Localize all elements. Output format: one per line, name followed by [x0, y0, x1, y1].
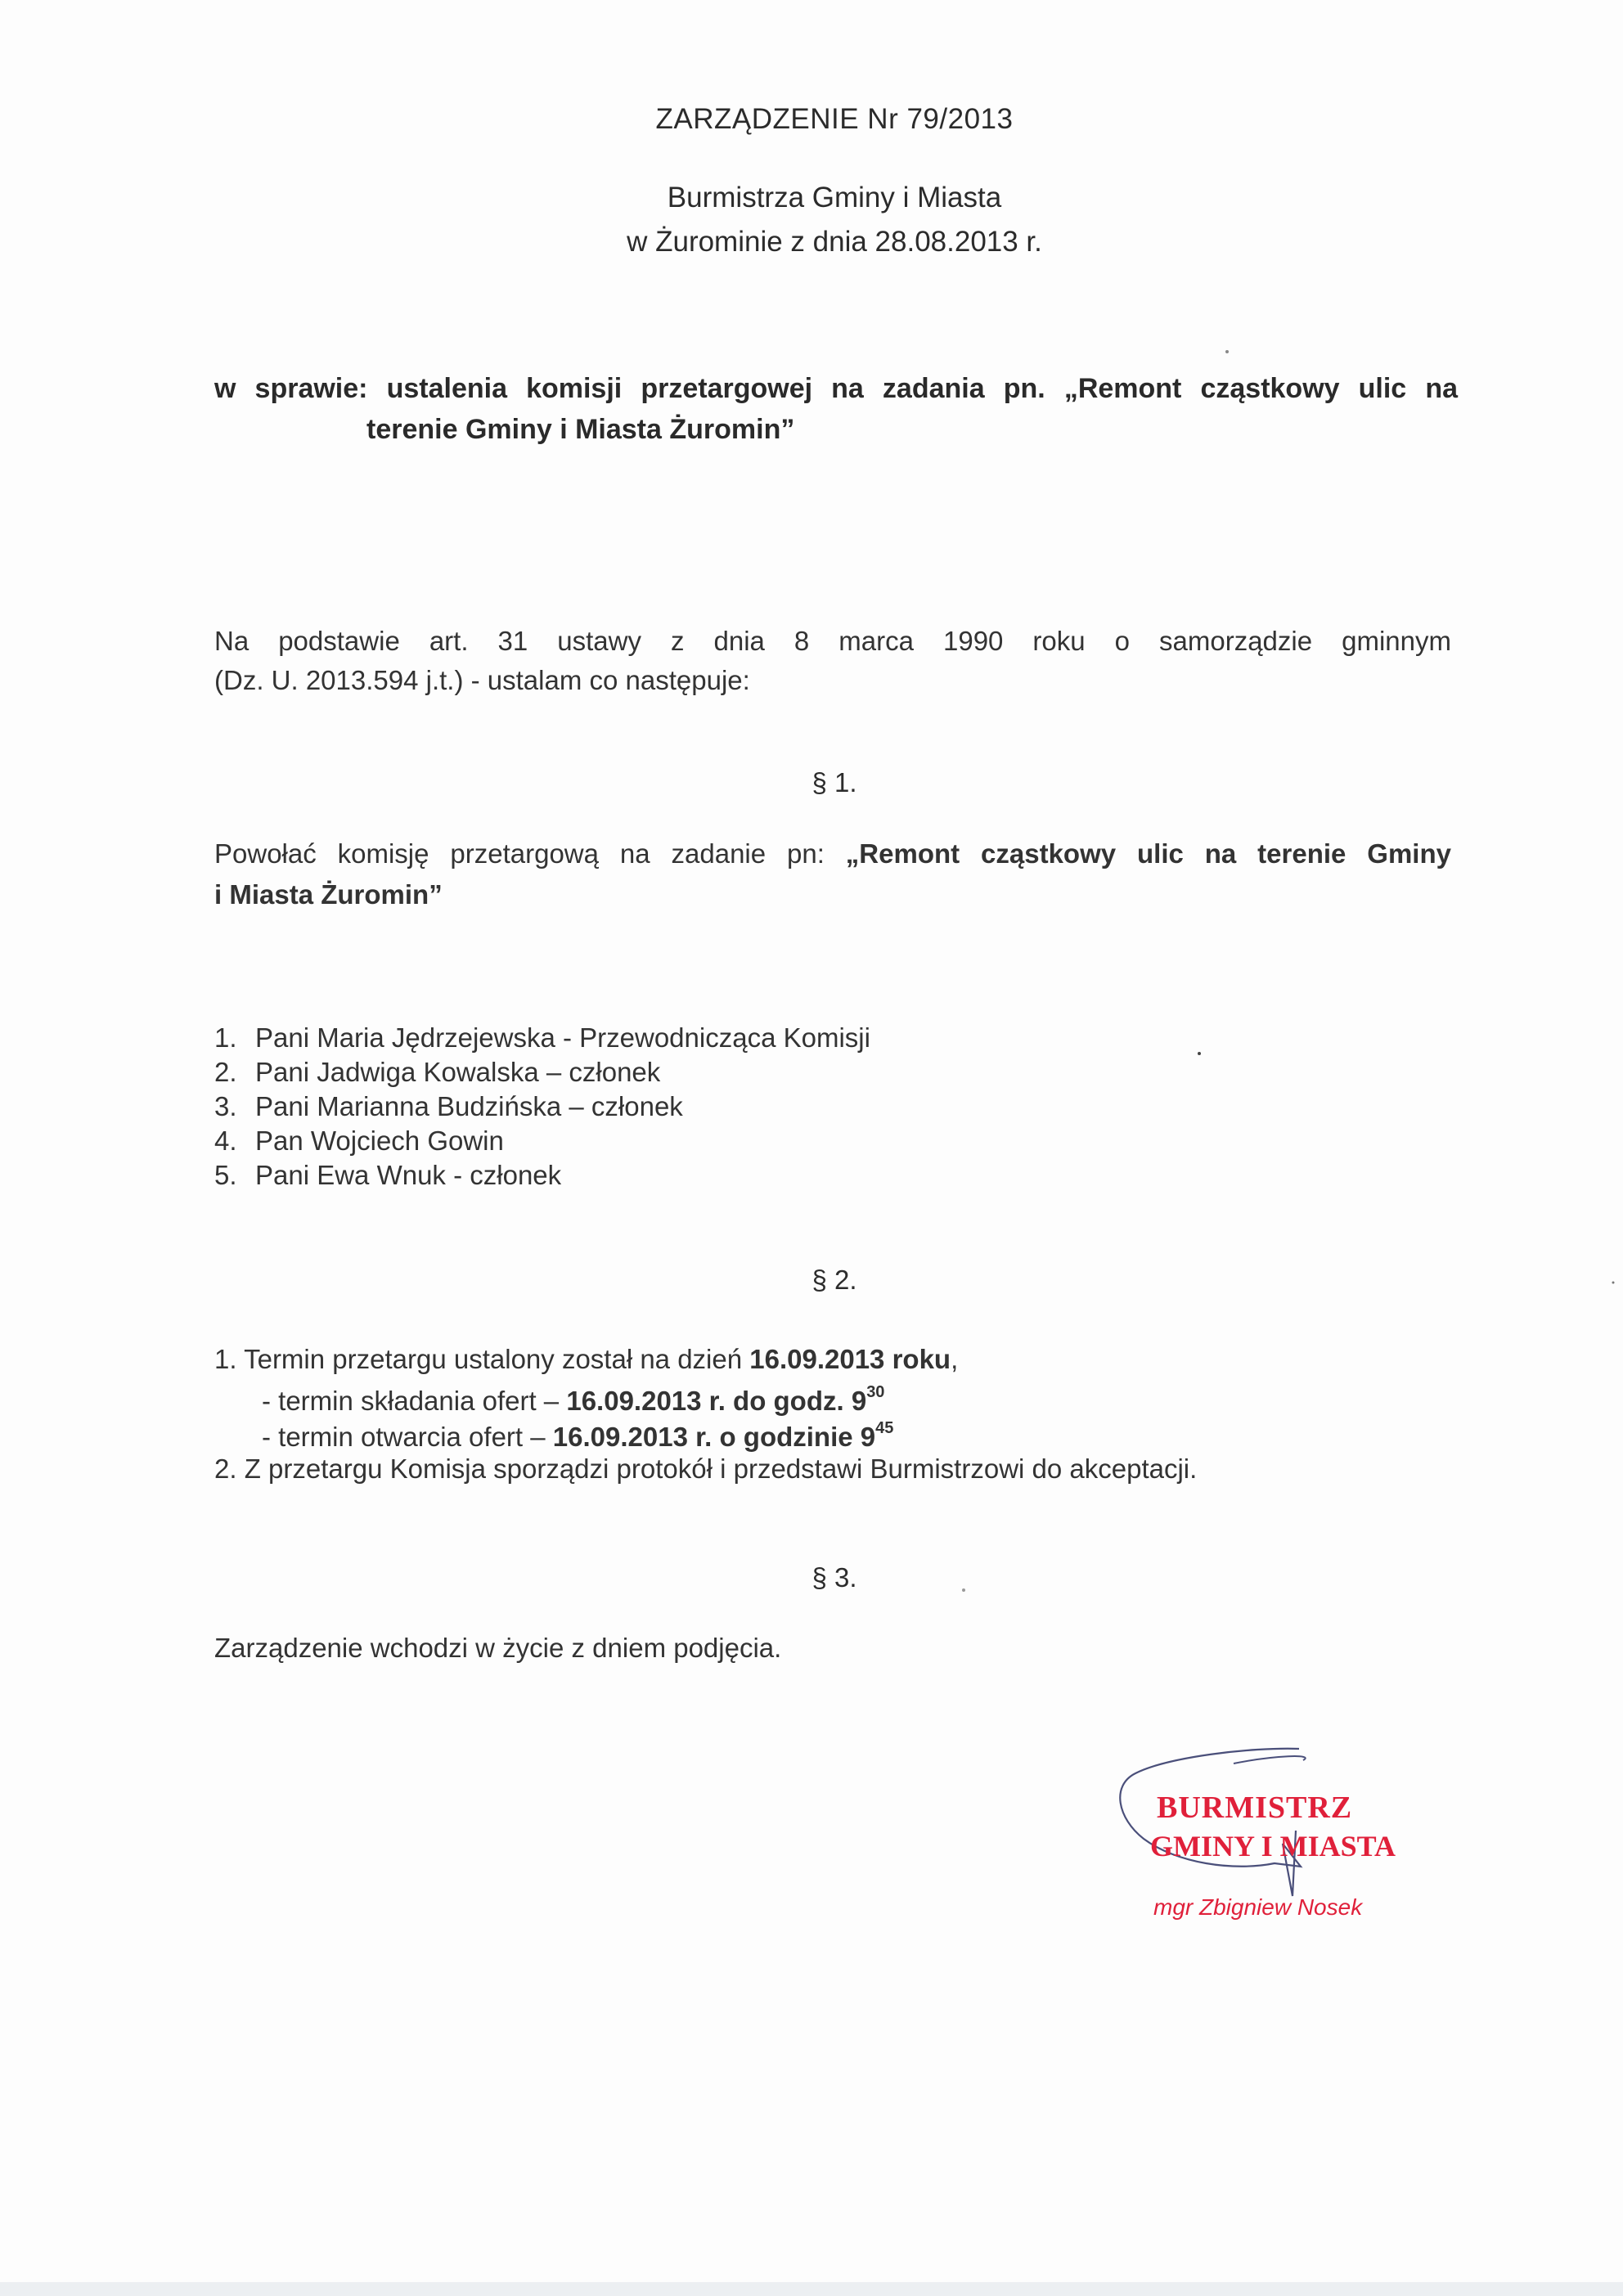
section-1-heading: § 1.: [812, 767, 857, 798]
issuer-line-1: Burmistrza Gminy i Miasta: [667, 182, 1002, 213]
member-name: Pani Marianna Budzińska – członek: [255, 1091, 683, 1121]
document-title: ZARZĄDZENIE Nr 79/2013: [655, 103, 1014, 135]
list-item: 5. Pani Ewa Wnuk - członek: [214, 1160, 562, 1190]
list-item: 2. Pani Jadwiga Kowalska – członek: [214, 1057, 661, 1087]
list-item: 1. Pani Maria Jędrzejewska - Przewodnicząca Komisji: [214, 1022, 870, 1053]
stamp-title: BURMISTRZ: [1157, 1791, 1353, 1825]
section-1-text-prefix: Powołać komisję przetargową na zadanie pn:: [214, 838, 846, 869]
subject-line-1: w sprawie: ustalenia komisji przetargowej na zadania pn. „Remont cząstkowy ulic na: [214, 373, 1458, 404]
list-item: 4. Pan Wojciech Gowin: [214, 1126, 504, 1156]
section-1-task-name-cont: i Miasta Żuromin”: [214, 879, 443, 910]
tender-date: 16.09.2013 roku: [749, 1344, 951, 1374]
member-name: Pani Maria Jędrzejewska - Przewodnicząca Komisji: [255, 1022, 870, 1053]
member-name: Pani Jadwiga Kowalska – członek: [255, 1057, 661, 1087]
list-item: 3. Pani Marianna Budzińska – członek: [214, 1091, 683, 1121]
section-1-task-name: „Remont cząstkowy ulic na terenie Gminy: [845, 838, 1451, 869]
member-name: Pan Wojciech Gowin: [255, 1126, 504, 1156]
offer-opening-term: - termin otwarcia ofert – 16.09.2013 r. o godzinie $9^{45}$: [262, 1419, 894, 1452]
stamp-name: mgr Zbigniew Nosek: [1153, 1894, 1363, 1920]
section-3-heading: § 3.: [812, 1562, 857, 1593]
stamp-office: GMINY I MIASTA: [1150, 1830, 1396, 1862]
legal-basis-line-2: (Dz. U. 2013.594 j.t.) - ustalam co następuje:: [214, 665, 750, 695]
issuer-date-line: w Żurominie z dnia 28.08.2013 r.: [627, 226, 1042, 258]
section-3-text: Zarządzenie wchodzi w życie z dniem podjęcia.: [214, 1633, 782, 1663]
tender-date-item: 1. Termin przetargu ustalony został na dzień 16.09.2013 roku,: [214, 1344, 959, 1374]
protocol-item: 2. Z przetargu Komisja sporządzi protokół i przedstawi Burmistrzowi do akceptacji.: [214, 1454, 1198, 1484]
legal-basis-line-1: Na podstawie art. 31 ustawy z dnia 8 marca 1990 roku o samorządzie gminnym: [214, 626, 1451, 656]
subject-line-2: terenie Gminy i Miasta Żuromin”: [366, 414, 795, 445]
section-2-heading: § 2.: [812, 1265, 857, 1295]
offer-submission-term: - termin składania ofert – 16.09.2013 r. do godz. $9^{30}$: [262, 1383, 885, 1416]
member-name: Pani Ewa Wnuk - członek: [255, 1160, 562, 1190]
